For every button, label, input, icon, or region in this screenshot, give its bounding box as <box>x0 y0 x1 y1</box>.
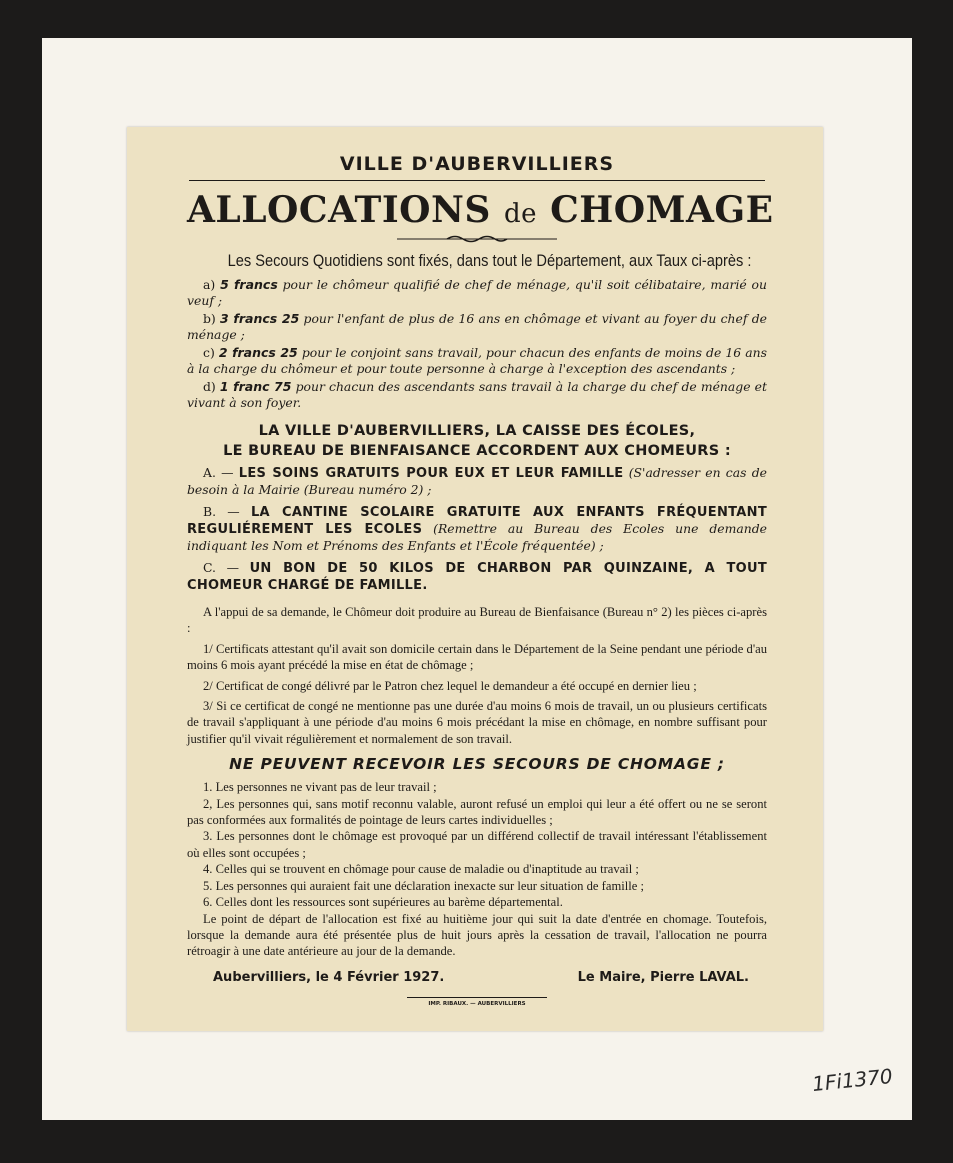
exclusion-item: 4. Celles qui se trouvent en chômage pour cause de maladie ou d'inaptitude au travail ; <box>203 862 639 877</box>
benefit-b-title: LA CANTINE SCOLAIRE GRATUITE AUX ENFANTS FRÉQUENTANT REGULIÉREMENT LES ECOLES <box>187 505 767 537</box>
rate-text: pour chacun des ascendants sans travail à la charge du chef de ménage et vivant à son foyer. <box>187 379 767 410</box>
rate-item <box>187 277 767 309</box>
document-item: 1/ Certificats attestant qu'il avait son domicile certain dans le Département de la Seine pendant une période d'au moins 6 mois ayant précédé la mise en état de chômage ; <box>187 641 767 673</box>
rate-item <box>187 379 767 411</box>
closing-paragraph: Le point de départ de l'allocation est fixé au huitième jour qui suit la date d'entrée en chomage. Toutefois, lorsque la demande aura été présentée plus de huit jours après la cessation de travail, l'allocation ne pourra rétroagir à une date antérieure au jour de la demande. <box>187 911 767 959</box>
benefit-c-title: UN BON DE 50 KILOS DE CHARBON PAR QUINZAINE, A TOUT CHOMEUR CHARGÉ DE FAMILLE. <box>187 561 767 593</box>
benefit-b-note: (Remettre au Bureau des Ecoles une demande indiquant les Nom et Prénoms des Enfants et l'École fréquentée) ; <box>187 521 767 553</box>
title-word-allocations: ALLOCATIONS <box>187 189 491 231</box>
rate-text: pour le chômeur qualifié de chef de ménage, qu'il soit célibataire, marié ou veuf ; <box>187 277 767 308</box>
rate-text: pour le conjoint sans travail, pour chacun des enfants de moins de 16 ans à la charge du chômeur et pour toute personne à charge à l'exception des ascendants ; <box>187 345 767 376</box>
rate-letter: b) <box>203 311 216 326</box>
title-word-chomage: CHOMAGE <box>550 189 774 231</box>
rates-list <box>187 277 767 411</box>
exclusions-heading: NE PEUVENT RECEVOIR LES SECOURS DE CHOMAGE ; <box>229 755 725 774</box>
signature-line <box>187 970 767 985</box>
rate-letter: d) <box>203 379 216 394</box>
rate-item <box>187 345 767 377</box>
printer-imprint: IMP. RIBAUX. — AUBERVILLIERS <box>407 997 547 1007</box>
requirements-intro: A l'appui de sa demande, le Chômeur doit produire au Bureau de Bienfaisance (Bureau n° 2) les pièces ci-après : <box>187 605 767 636</box>
archive-reference: 1Fi1370 <box>810 1063 894 1097</box>
rate-amount: 3 francs 25 <box>220 311 300 326</box>
city-header: VILLE D'AUBERVILLIERS <box>189 153 765 181</box>
rate-item <box>187 311 767 343</box>
benefit-a <box>187 465 767 498</box>
benefit-c <box>187 560 767 594</box>
rate-text: pour l'enfant de plus de 16 ans en chômage et vivant au foyer du chef de ménage ; <box>187 311 767 342</box>
benefit-c-prefix: C. — <box>203 560 250 575</box>
rate-letter: a) <box>203 277 216 292</box>
ornament-divider <box>397 233 557 245</box>
rate-amount: 5 francs <box>220 277 278 292</box>
exclusion-item: 5. Les personnes qui auraient fait une déclaration inexacte sur leur situation de famille ; <box>203 878 644 893</box>
rate-letter: c) <box>203 345 215 360</box>
benefits-heading <box>187 421 767 461</box>
exclusion-item: 3. Les personnes dont le chômage est provoqué par un différend collectif de travail intéressant l'établissement où elles sont occupées ; <box>187 829 767 860</box>
rates-subtitle: Les Secours Quotidiens sont fixés, dans tout le Département, aux Taux ci-après : <box>227 251 752 270</box>
benefit-a-note: (S'adresser en cas de besoin à la Mairie (Bureau numéro 2) ; <box>187 465 767 497</box>
benefit-b-prefix: B. — <box>203 504 251 519</box>
benefit-a-title: LES SOINS GRATUITS POUR EUX ET LEUR FAMILLE <box>238 466 624 481</box>
title-word-de: de <box>503 199 538 229</box>
benefits-heading-line2: LE BUREAU DE BIENFAISANCE ACCORDENT AUX CHOMEURS : <box>223 443 731 459</box>
document-item: 3/ Si ce certificat de congé ne mentionne pas une durée d'au moins 6 mois de travail, un ou plusieurs certificats de travail s'appliquant à une période d'au moins 6 mois précédant la mise en chômage, en nombre suffisant pour justifier qu'il vivait régulièrement et normalement de son travail. <box>187 699 767 746</box>
poster-sheet <box>127 127 823 1031</box>
requirements-section <box>187 604 767 747</box>
poster-title <box>187 189 774 231</box>
exclusion-item: 1. Les personnes ne vivant pas de leur travail ; <box>203 780 437 795</box>
document-item: 2/ Certificat de congé délivré par le Patron chez lequel le demandeur a été occupé en dernier lieu ; <box>203 678 697 693</box>
exclusion-item: 6. Celles dont les ressources sont supérieures au barème départemental. <box>203 895 563 910</box>
rate-amount: 1 franc 75 <box>219 379 292 394</box>
exclusion-item: 2, Les personnes qui, sans motif reconnu valable, auront refusé un emploi qui leur a été offert ou ne se seront pas conformées aux formalités de pointage de leurs cartes individuelles ; <box>187 796 767 828</box>
exclusions-list <box>187 779 767 959</box>
date-place: Aubervilliers, le 4 Février 1927. <box>213 969 445 985</box>
mayor-signature: Le Maire, Pierre LAVAL. <box>577 969 749 985</box>
benefit-b <box>187 504 767 554</box>
benefit-a-prefix: A. — <box>203 465 239 480</box>
benefits-heading-line1: LA VILLE D'AUBERVILLIERS, LA CAISSE DES ÉCOLES, <box>258 423 696 439</box>
rate-amount: 2 francs 25 <box>218 345 298 360</box>
poster-content <box>187 153 774 1007</box>
